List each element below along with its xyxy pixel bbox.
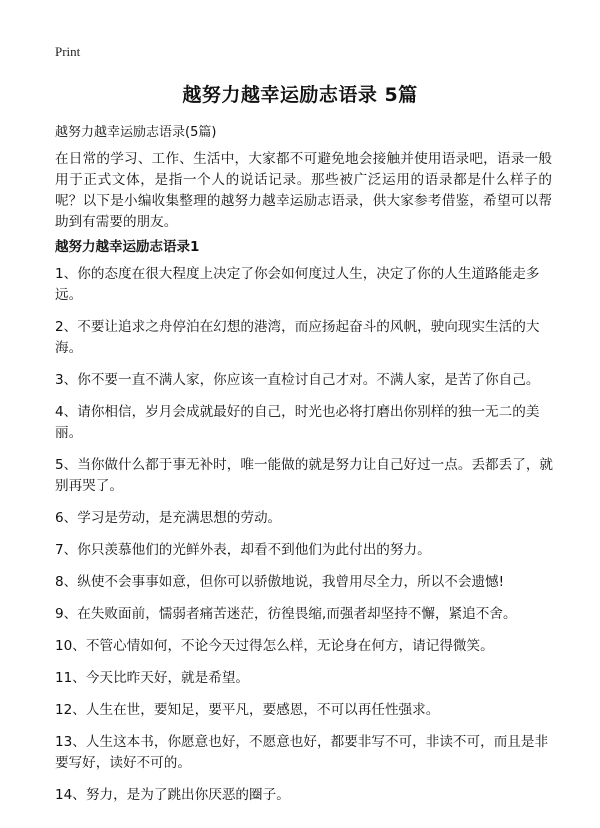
quote-list — [55, 264, 555, 817]
quote-item: 14、努力，是为了跳出你厌恶的圈子。 — [55, 787, 290, 803]
intro-paragraph: 在日常的学习、工作、生活中，大家都不可避免地会接触并使用语录吧，语录一般用于正式文体，是指一个人的说话记录。那些被广泛运用的语录都是什么样子的呢？以下是小编收集整理的越努力越幸运励志语录，供大家参考借鉴，希望可以帮助到有需要的朋友。 — [55, 151, 552, 230]
quote-item: 5、当你做什么都于事无补时，唯一能做的就是努力让自己好过一点。丢都丢了，就别再哭了。 — [55, 457, 554, 494]
quote-item: 6、学习是劳动，是充满思想的劳动。 — [55, 510, 282, 526]
quote-item: 11、今天比昨天好，就是希望。 — [55, 670, 250, 686]
quote-item: 13、人生这本书，你愿意也好，不愿意也好，都要非写不可，非读不可，而且是非要写好，读好不可的。 — [55, 734, 549, 771]
quote-item: 12、人生在世，要知足，要平凡，要感恩，不可以再任性强求。 — [55, 702, 440, 718]
quote-item: 7、你只羡慕他们的光鲜外表，却看不到他们为此付出的努力。 — [55, 542, 431, 558]
quote-item: 3、你不要一直不满人家，你应该一直检讨自己才对。不满人家，是苦了你自己。 — [55, 372, 540, 388]
document-subtitle: 越努力越幸运励志语录(5篇) — [55, 125, 217, 140]
quote-item: 8、纵使不会事事如意，但你可以骄傲地说，我曾用尽全力，所以不会遗憾! — [55, 574, 505, 590]
document-title: 越努力越幸运励志语录 5篇 — [182, 84, 418, 106]
quote-item: 10、不管心情如何，不论今天过得怎么样，无论身在何方，请记得微笑。 — [55, 638, 494, 654]
print-link[interactable]: Print — [55, 44, 81, 59]
quote-item: 2、不要让追求之舟停泊在幻想的港湾，而应扬起奋斗的风帆，驶向现实生活的大海。 — [55, 319, 540, 356]
section-heading: 越努力越幸运励志语录1 — [55, 239, 200, 255]
quote-item: 4、请你相信，岁月会成就最好的自己，时光也必将打磨出你别样的独一无二的美丽。 — [55, 404, 540, 441]
quote-item: 9、在失败面前，懦弱者痛苦迷茫，彷徨畏缩,而强者却坚持不懈，紧追不舍。 — [55, 606, 517, 622]
quote-item: 1、你的态度在很大程度上决定了你会如何度过人生，决定了你的人生道路能走多远。 — [55, 266, 540, 303]
